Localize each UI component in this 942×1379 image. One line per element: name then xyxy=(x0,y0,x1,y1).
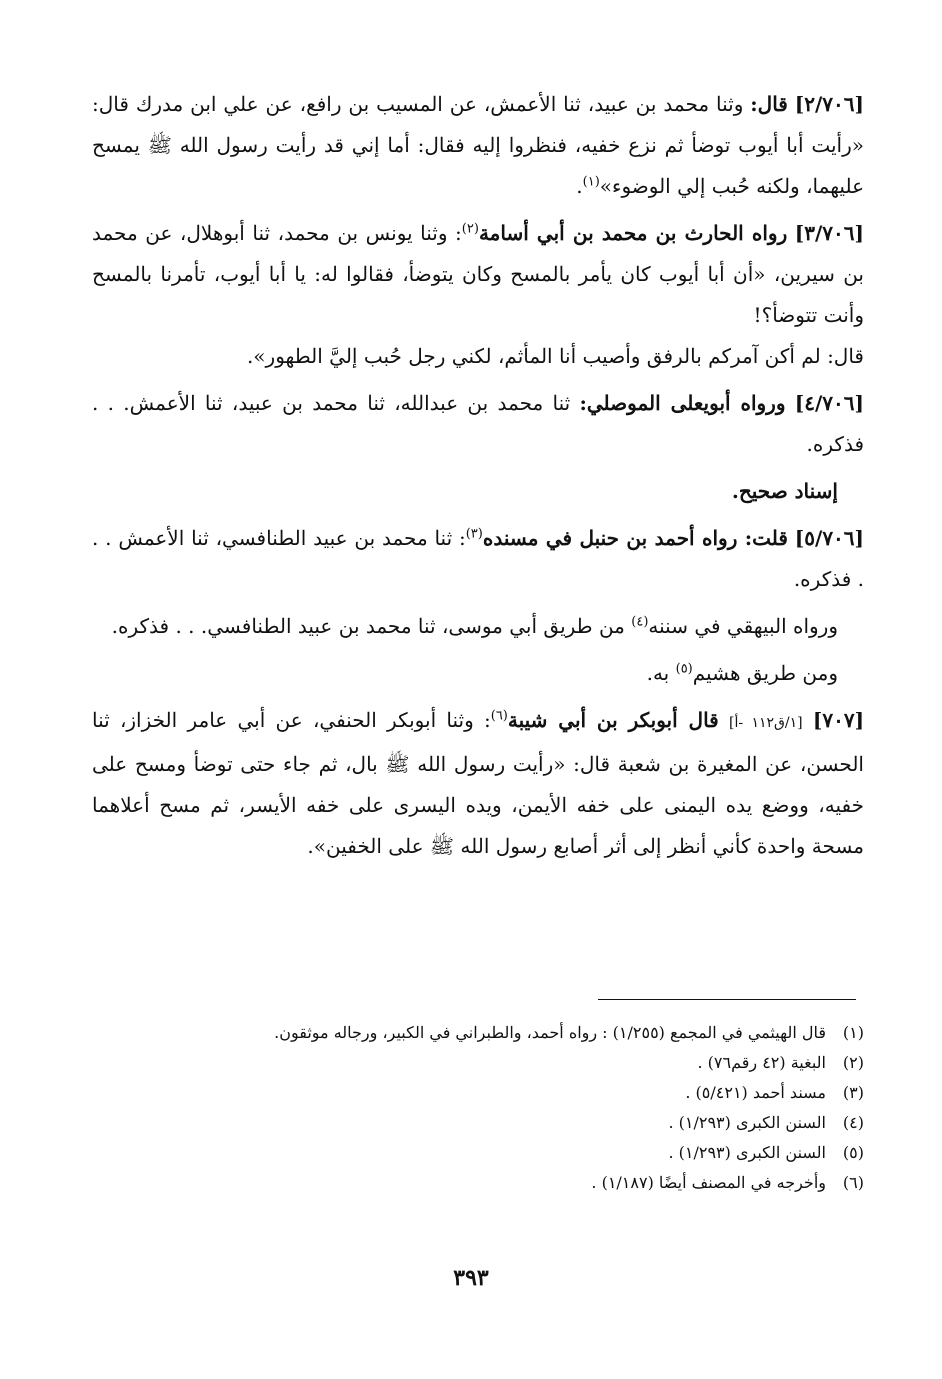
footnote-marker: (٤) xyxy=(631,614,649,630)
hadith-reference: [٢/٧٠٦] xyxy=(794,92,864,116)
hadith-reference: [٧٠٧] xyxy=(812,708,865,732)
narration-text-continued: به. xyxy=(646,661,670,685)
hadith-paragraph-706-2 xyxy=(92,84,864,207)
hadith-reference: [٤/٧٠٦] xyxy=(794,391,864,415)
sentence-end: . xyxy=(576,174,583,198)
narration-text: ورواه البيهقي في سننه xyxy=(648,614,838,638)
hadith-paragraph-706-3 xyxy=(92,213,864,377)
narration-text: : وثنا أبوبكر الحنفي، عن أبي عامر الخزاز، ثنا الحسن، عن المغيرة بن شعبة قال: «رأيت رسول الله ﷺ بال، ثم جاء حتى توضأ ومسح على خفيه، ووضع يده اليمنى على خفه الأيمن، ويده اليسرى على خفه الأيسر، ثم مسح أعلاهما مسحة واحدة كأني أنظر إلى أثر أصابع رسول الله ﷺ على الخفين». xyxy=(92,708,864,858)
footnote-number: (٢) xyxy=(842,1053,864,1072)
hadith-paragraph-707 xyxy=(92,700,864,867)
footnote-text: السنن الكبرى (١/٢٩٣) . xyxy=(668,1113,826,1132)
hadith-paragraph-706-5 xyxy=(92,518,864,600)
hadith-reference: [٥/٧٠٦] xyxy=(794,526,865,550)
footnote-item xyxy=(120,1018,864,1048)
footnote-text: مسند أحمد (٥/٤٢١) . xyxy=(685,1083,826,1102)
isnad-grading: إسناد صحيح. xyxy=(731,479,838,503)
main-text xyxy=(92,84,864,873)
narration-text: ثنا محمد بن عبدالله، ثنا محمد بن عبيد، ثنا الأعمش. . . فذكره. xyxy=(92,391,864,456)
footnote-text: البغية (٤٢ رقم٧٦) . xyxy=(697,1053,826,1072)
footnote-marker: (٥) xyxy=(675,661,693,677)
footnote-text: قال الهيثمي في المجمع (١/٢٥٥) : رواه أحمد، والطبراني في الكبير، ورجاله موثقون. xyxy=(274,1023,826,1042)
footnote-text: وأخرجه في المصنف أيضًا (١/١٨٧) . xyxy=(591,1173,826,1192)
hadith-reference: [٣/٧٠٦] xyxy=(794,221,864,245)
footnote-text: السنن الكبرى (١/٢٩٣) . xyxy=(668,1143,826,1162)
footnote-separator xyxy=(598,999,856,1000)
footnote-number: (١) xyxy=(842,1023,864,1042)
footnote-item xyxy=(120,1138,864,1168)
page-number: ٣٩٣ xyxy=(453,1265,489,1291)
narration-text-continued: من طريق أبي موسى، ثنا محمد بن عبيد الطنافسي. . . فذكره. xyxy=(111,614,625,638)
narration-text: : وثنا يونس بن محمد، ثنا أبوهلال، عن محمد بن سيرين، «أن أبا أيوب كان يأمر بالمسح وكان يتوضأ، فقالوا له: يا أبا أيوب، تأمرنا بالمسح وأنت تتوضأ؟! xyxy=(92,221,864,327)
footnote-item xyxy=(120,1108,864,1138)
footnote-number: (٤) xyxy=(842,1113,864,1132)
narration-lead: قال أبوبكر بن أبي شيبة xyxy=(507,708,719,732)
narration-text: : ثنا محمد بن عبيد الطنافسي، ثنا الأعمش . . . فذكره. xyxy=(92,526,864,591)
footnote-number: (٦) xyxy=(842,1173,864,1192)
footnote-marker: (٣) xyxy=(465,526,483,542)
manuscript-folio-marker: [١/ق١١٢ -أ] xyxy=(729,715,803,731)
narration-lead: ورواه أبويعلى الموصلي: xyxy=(579,391,786,415)
narration-lead: قلت: رواه أحمد بن حنبل في مسنده xyxy=(482,526,788,550)
narration-lead: رواه الحارث بن محمد بن أبي أسامة xyxy=(478,221,788,245)
footnote-item xyxy=(120,1078,864,1108)
footnote-number: (٣) xyxy=(842,1083,864,1102)
footnotes-section xyxy=(120,1018,864,1198)
narration-continuation: قال: لم أكن آمركم بالرفق وأصيب أنا المأثم، لكني رجل حُبب إليَّ الطهور». xyxy=(246,344,864,368)
hushaym-paragraph xyxy=(92,653,864,694)
footnote-marker: (١) xyxy=(582,174,600,190)
narration-text: ومن طريق هشيم xyxy=(692,661,838,685)
footnote-marker: (٢) xyxy=(461,221,479,237)
hadith-paragraph-706-4 xyxy=(92,383,864,465)
footnote-marker: (٦) xyxy=(490,708,508,724)
bayhaqi-paragraph xyxy=(92,606,864,647)
narration-text: وثنا محمد بن عبيد، ثنا الأعمش، عن المسيب بن رافع، عن علي ابن مدرك قال: «رأيت أبا أيوب توضأ ثم نزع خفيه، فنظروا إليه فقال: أما إني قد رأيت رسول الله ﷺ يمسح عليهما، ولكنه حُبب إلي الوضوء» xyxy=(92,92,864,198)
footnote-item xyxy=(120,1048,864,1078)
narration-lead: قال: xyxy=(750,92,788,116)
footnote-item xyxy=(120,1168,864,1198)
footnote-number: (٥) xyxy=(842,1143,864,1162)
